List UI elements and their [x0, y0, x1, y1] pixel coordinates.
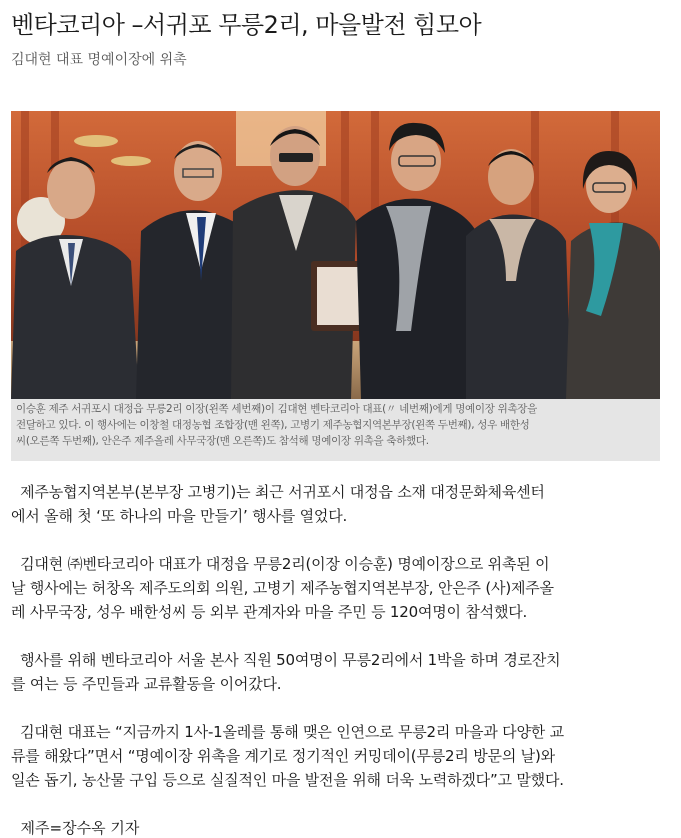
paragraph	[11, 552, 661, 624]
photo-figure	[11, 111, 660, 461]
paragraph-line: 를 여는 등 주민들과 교류활동을 이어갔다.	[11, 675, 282, 693]
byline: 제주=장수옥 기자	[11, 819, 140, 837]
paragraph-line: 김대현 ㈜벤타코리아 대표가 대정읍 무릉2리(이장 이승훈) 명예이장으로 위촉된 이	[11, 555, 550, 573]
paragraph-line: 레 사무국장, 성우 배한성씨 등 외부 관계자와 마을 주민 등 120여명이 참석했다.	[11, 603, 528, 621]
article-subtitle: 김대현 대표 명예이장에 위촉	[11, 52, 187, 68]
caption-line: 이승훈 제주 서귀포시 대정읍 무릉2리 이장(왼쪽 세번째)이 김대현 벤타코리아 대표(〃 네번째)에게 명예이장 위촉장을	[16, 403, 537, 415]
paragraph-line: 에서 올해 첫 ‘또 하나의 마을 만들기’ 행사를 열었다.	[11, 507, 348, 525]
paragraph-line: 날 행사에는 허창옥 제주도의회 의원, 고병기 제주농협지역본부장, 안은주 (사)제주올	[11, 579, 554, 597]
paragraph-line: 김대현 대표는 “지금까지 1사-1올레를 통해 맺은 인연으로 무릉2리 마을과 다양한 교	[11, 723, 564, 741]
paragraph	[11, 480, 661, 528]
article-title: 벤타코리아 –서귀포 무릉2리, 마을발전 힘모아	[11, 11, 482, 39]
paragraph	[11, 648, 661, 696]
paragraph-line: 일손 돕기, 농산물 구입 등으로 실질적인 마을 발전을 위해 더욱 노력하겠다”고 말했다.	[11, 771, 564, 789]
group-photo-image	[11, 111, 660, 399]
paragraph	[11, 720, 661, 792]
photo-caption	[16, 401, 656, 449]
article-body	[11, 480, 661, 816]
paragraph-line: 행사를 위해 벤타코리아 서울 본사 직원 50여명이 무릉2리에서 1박을 하며 경로잔치	[11, 651, 561, 669]
caption-line: 씨(오른쪽 두번째), 안은주 제주올레 사무국장(맨 오른쪽)도 참석해 명예이장 위촉을 축하했다.	[16, 435, 429, 447]
caption-line: 전달하고 있다. 이 행사에는 이창철 대정농협 조합장(맨 왼쪽), 고병기 제주농협지역본부장(왼쪽 두번째), 성우 배한성	[16, 419, 530, 431]
paragraph-line: 류를 해왔다”면서 “명예이장 위촉을 계기로 정기적인 커밍데이(무릉2리 방문의 날)와	[11, 747, 555, 765]
paragraph-line: 제주농협지역본부(본부장 고병기)는 최근 서귀포시 대정읍 소재 대정문화체육센터	[11, 483, 545, 501]
